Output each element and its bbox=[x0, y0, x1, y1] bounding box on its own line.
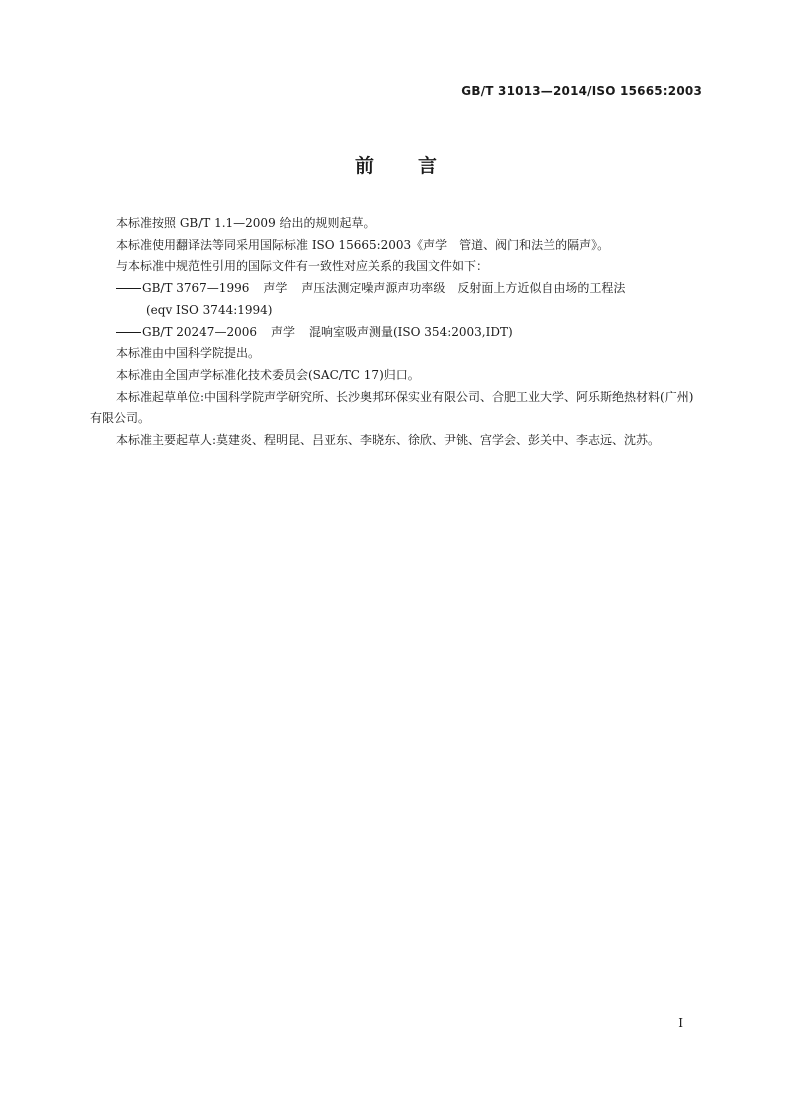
paragraph-committee: 本标准由全国声学标准化技术委员会(SAC/TC 17)归口。 bbox=[116, 367, 420, 382]
reference-item bbox=[90, 322, 704, 344]
page-number: I bbox=[678, 1016, 683, 1030]
reference-code: GB/T 3767—1996 bbox=[142, 281, 250, 296]
paragraph-drafting-rules: 本标准按照 GB/T 1.1—2009 给出的规则起草。 bbox=[116, 216, 376, 230]
foreword-body bbox=[90, 213, 704, 452]
reference-title: 混响室吸声测量(ISO 354:2003,IDT) bbox=[309, 324, 513, 339]
reference-category: 声学 bbox=[263, 281, 288, 296]
reference-item bbox=[90, 278, 704, 300]
standard-code-header: GB/T 31013—2014/ISO 15665:2003 bbox=[461, 84, 702, 98]
reference-code: GB/T 20247—2006 bbox=[142, 324, 257, 339]
reference-title: 声压法测定噪声源声功率级 反射面上方近似自由场的工程法 bbox=[301, 281, 626, 296]
paragraph-references-intro: 与本标准中规范性引用的国际文件有一致性对应关系的我国文件如下： bbox=[116, 259, 489, 274]
dash-mark bbox=[116, 332, 141, 333]
paragraph-adoption: 本标准使用翻译法等同采用国际标准 ISO 15665:2003《声学 管道、阀门和法兰的隔声》。 bbox=[116, 237, 610, 252]
reference-continuation: (eqv ISO 3744:1994) bbox=[146, 302, 273, 317]
paragraph-drafting-units: 本标准起草单位:中国科学院声学研究所、长沙奥邦环保实业有限公司、合肥工业大学、阿乐斯绝热材料(广州)有限公司。 bbox=[90, 389, 694, 426]
paragraph-drafters: 本标准主要起草人:莫建炎、程明昆、吕亚东、李晓东、徐欣、尹铫、宫学会、彭关中、李志远、沈苏。 bbox=[116, 433, 661, 448]
page-title bbox=[0, 151, 792, 178]
title-char-1: 前 bbox=[354, 155, 374, 177]
reference-category: 声学 bbox=[270, 324, 295, 339]
dash-mark bbox=[116, 288, 141, 289]
paragraph-proposer: 本标准由中国科学院提出。 bbox=[116, 346, 261, 361]
title-char-2: 言 bbox=[418, 155, 438, 177]
